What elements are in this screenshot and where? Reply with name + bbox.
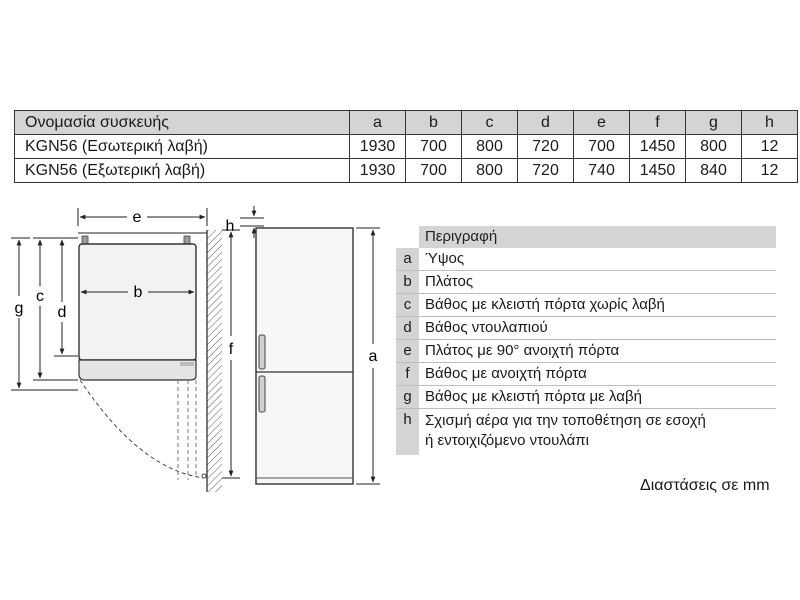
header-d: d — [518, 111, 574, 135]
legend-key: h — [396, 409, 419, 455]
legend-key: c — [396, 294, 419, 316]
legend-key: g — [396, 386, 419, 408]
dim-d-label: d — [57, 304, 67, 321]
upper-handle — [259, 335, 265, 369]
legend-text: Βάθος ντουλαπιού — [425, 319, 548, 336]
legend-key: f — [396, 363, 419, 385]
legend-text: Πλάτος — [425, 273, 474, 290]
value-c: 800 — [462, 135, 518, 159]
value-d: 720 — [518, 159, 574, 183]
legend-item — [396, 386, 776, 409]
dim-a-label: a — [368, 348, 378, 365]
legend-item — [396, 340, 776, 363]
legend-text-multiline — [419, 409, 776, 455]
legend-text: Σχισμή αέρα για την τοποθέτηση σε εσοχή — [425, 412, 706, 429]
legend-key: b — [396, 271, 419, 293]
device-name: KGN56 (Εξωτερική λαβή) — [15, 159, 350, 183]
value-e: 700 — [574, 135, 630, 159]
header-a: a — [350, 111, 406, 135]
spacer-right — [184, 236, 190, 244]
legend-text: Βάθος με κλειστή πόρτα με λαβή — [425, 388, 642, 405]
header-g: g — [686, 111, 742, 135]
door-hinge — [202, 474, 206, 478]
front-view — [226, 206, 380, 484]
legend-text: Ύψος — [425, 250, 465, 267]
value-f: 1450 — [630, 135, 686, 159]
dim-f-label: f — [228, 341, 234, 358]
legend-text: Βάθος με ανοιχτή πόρτα — [425, 365, 587, 382]
device-name: KGN56 (Εσωτερική λαβή) — [15, 135, 350, 159]
dim-h-label: h — [225, 218, 235, 235]
legend-item — [396, 271, 776, 294]
top-view — [11, 208, 240, 492]
value-b: 700 — [406, 135, 462, 159]
lower-handle — [259, 376, 265, 412]
legend-item — [396, 409, 776, 455]
legend-key: d — [396, 317, 419, 339]
value-e: 740 — [574, 159, 630, 183]
dimension-legend — [396, 226, 776, 455]
wall-hatch — [207, 230, 222, 492]
dim-c-label: c — [36, 288, 44, 305]
header-h: h — [742, 111, 798, 135]
header-e: e — [574, 111, 630, 135]
dim-g-label: g — [14, 300, 24, 317]
value-d: 720 — [518, 135, 574, 159]
fridge-body-top — [79, 244, 196, 360]
value-h: 12 — [742, 135, 798, 159]
legend-key: a — [396, 248, 419, 270]
fridge-door-top — [79, 360, 196, 380]
legend-text: Βάθος με κλειστή πόρτα χωρίς λαβή — [425, 296, 665, 313]
legend-item — [396, 317, 776, 340]
value-a: 1930 — [350, 159, 406, 183]
value-g: 800 — [686, 135, 742, 159]
legend-text: Πλάτος με 90° ανοιχτή πόρτα — [425, 342, 620, 359]
header-c: c — [462, 111, 518, 135]
header-device-name: Ονομασία συσκευής — [15, 111, 350, 135]
value-f: 1450 — [630, 159, 686, 183]
value-c: 800 — [462, 159, 518, 183]
legend-item — [396, 248, 776, 271]
legend-item — [396, 363, 776, 386]
dim-b-label: b — [133, 284, 143, 301]
dim-e-label: e — [132, 209, 142, 226]
value-a: 1930 — [350, 135, 406, 159]
legend-title: Περιγραφή — [419, 226, 776, 248]
spacer-left — [82, 236, 88, 244]
legend-text-continued: ή εντοιχιζόμενο ντουλάπι — [425, 432, 589, 449]
header-b: b — [406, 111, 462, 135]
legend-item — [396, 294, 776, 317]
door-swing-arc — [80, 380, 204, 478]
legend-key: e — [396, 340, 419, 362]
fridge-body-front — [256, 228, 353, 484]
value-b: 700 — [406, 159, 462, 183]
value-h: 12 — [742, 159, 798, 183]
header-f: f — [630, 111, 686, 135]
door-handle-top — [180, 362, 194, 366]
units-note: Διαστάσεις σε mm — [640, 477, 770, 494]
value-g: 840 — [686, 159, 742, 183]
